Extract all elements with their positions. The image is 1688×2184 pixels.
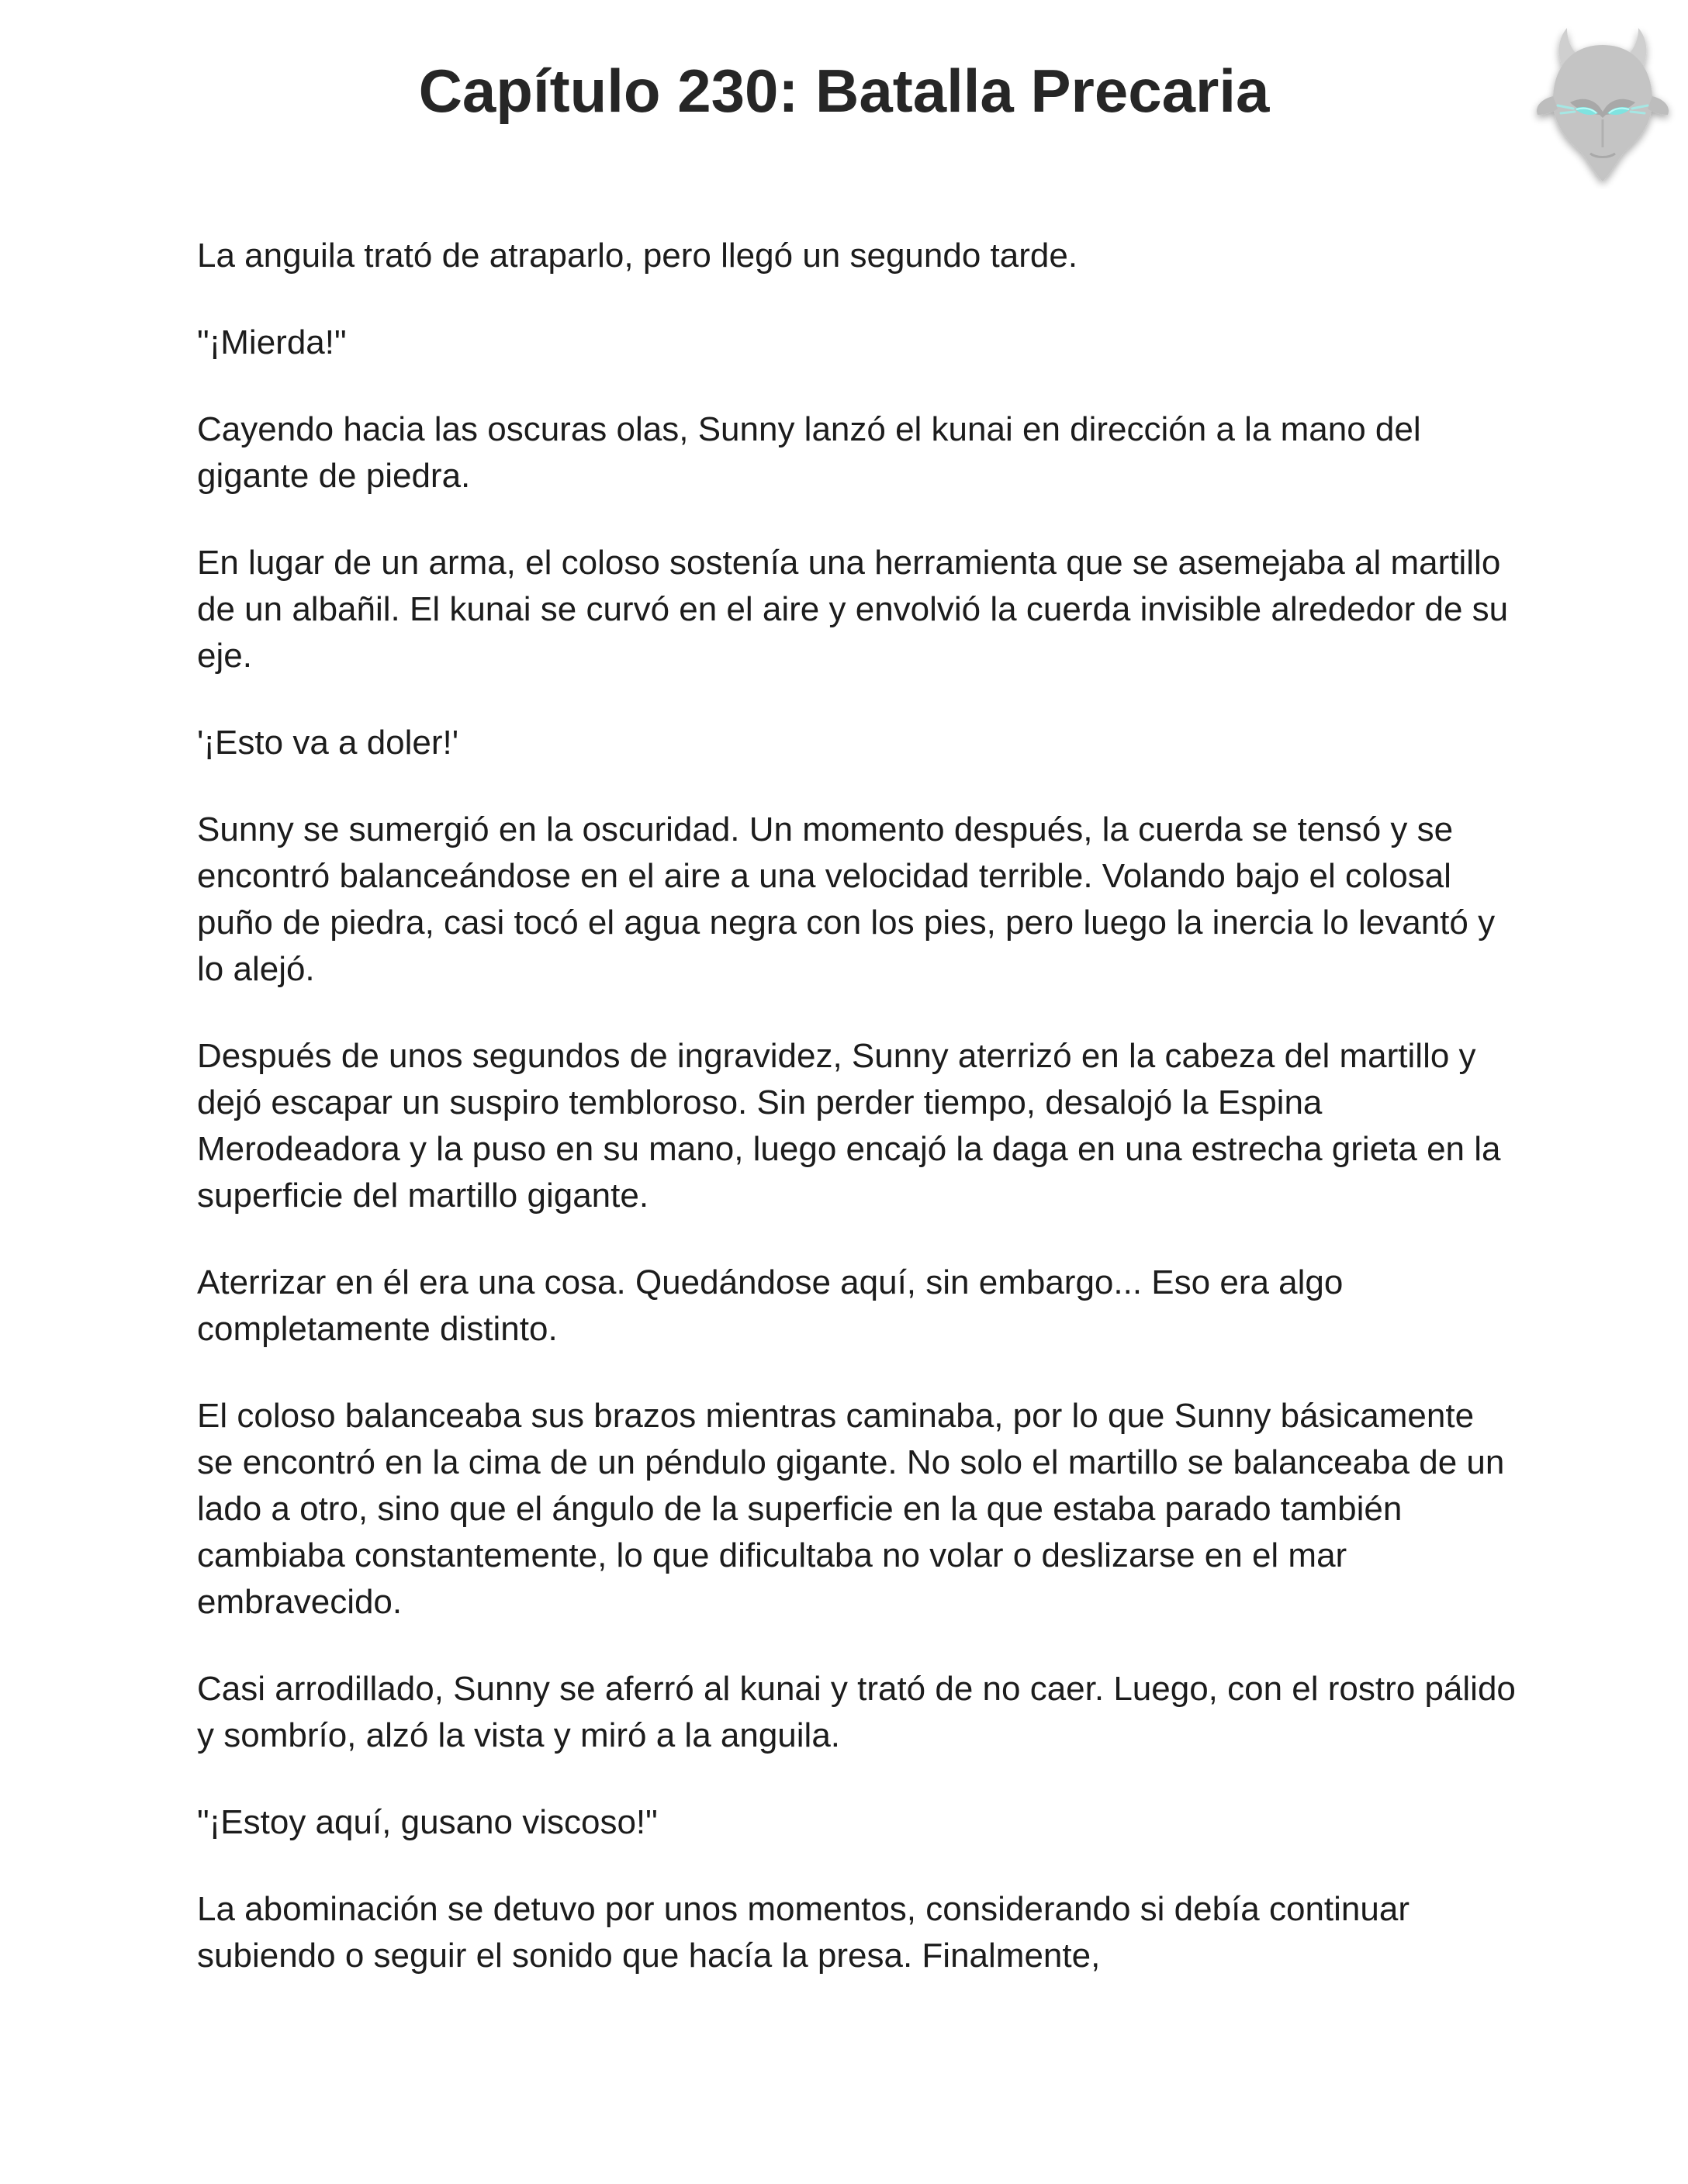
paragraph: El coloso balanceaba sus brazos mientras caminaba, por lo que Sunny básicamente se encontró en la cima de un péndulo gigante. No solo el martillo se balanceaba de un lado a otro, sino que el ángulo de la superficie en la que estaba parado también cambiaba constantemente, lo que dificultaba no volar o deslizarse en el mar embravecido. <box>197 1397 1505 1621</box>
paragraph: En lugar de un arma, el coloso sostenía una herramienta que se asemejaba al martillo de un albañil. El kunai se curvó en el aire y envolvió la cuerda invisible alrededor de su eje. <box>197 544 1509 675</box>
page-title: Capítulo 230: Batalla Precaria <box>418 57 1270 125</box>
chapter-body <box>197 233 1516 2020</box>
paragraph: Cayendo hacia las oscuras olas, Sunny lanzó el kunai en dirección a la mano del gigante de piedra. <box>197 410 1421 495</box>
paragraph: La abominación se detuvo por unos momentos, considerando si debía continuar subiendo o seguir el sonido que hacía la presa. Finalmente, <box>197 1890 1410 1975</box>
demon-head-logo-icon <box>1527 16 1679 189</box>
paragraph: "¡Mierda!" <box>197 323 347 361</box>
paragraph: Sunny se sumergió en la oscuridad. Un momento después, la cuerda se tensó y se encontró balanceándose en el aire a una velocidad terrible. Volando bajo el colosal puño de piedra, casi tocó el agua negra con los pies, pero luego la inercia lo levantó y lo alejó. <box>197 810 1496 988</box>
paragraph: "¡Estoy aquí, gusano viscoso!" <box>197 1803 658 1841</box>
paragraph: '¡Esto va a doler!' <box>197 724 459 762</box>
paragraph: Después de unos segundos de ingravidez, Sunny aterrizó en la cabeza del martillo y dejó escapar un suspiro tembloroso. Sin perder tiempo, desalojó la Espina Merodeadora y la puso en su mano, luego encajó la daga en una estrecha grieta en la superficie del martillo gigante. <box>197 1037 1501 1215</box>
paragraph: Casi arrodillado, Sunny se aferró al kunai y trató de no caer. Luego, con el rostro pálido y sombrío, alzó la vista y miró a la anguila. <box>197 1670 1516 1754</box>
paragraph: La anguila trató de atraparlo, pero llegó un segundo tarde. <box>197 237 1078 275</box>
paragraph: Aterrizar en él era una cosa. Quedándose aquí, sin embargo... Eso era algo completamente distinto. <box>197 1263 1344 1348</box>
